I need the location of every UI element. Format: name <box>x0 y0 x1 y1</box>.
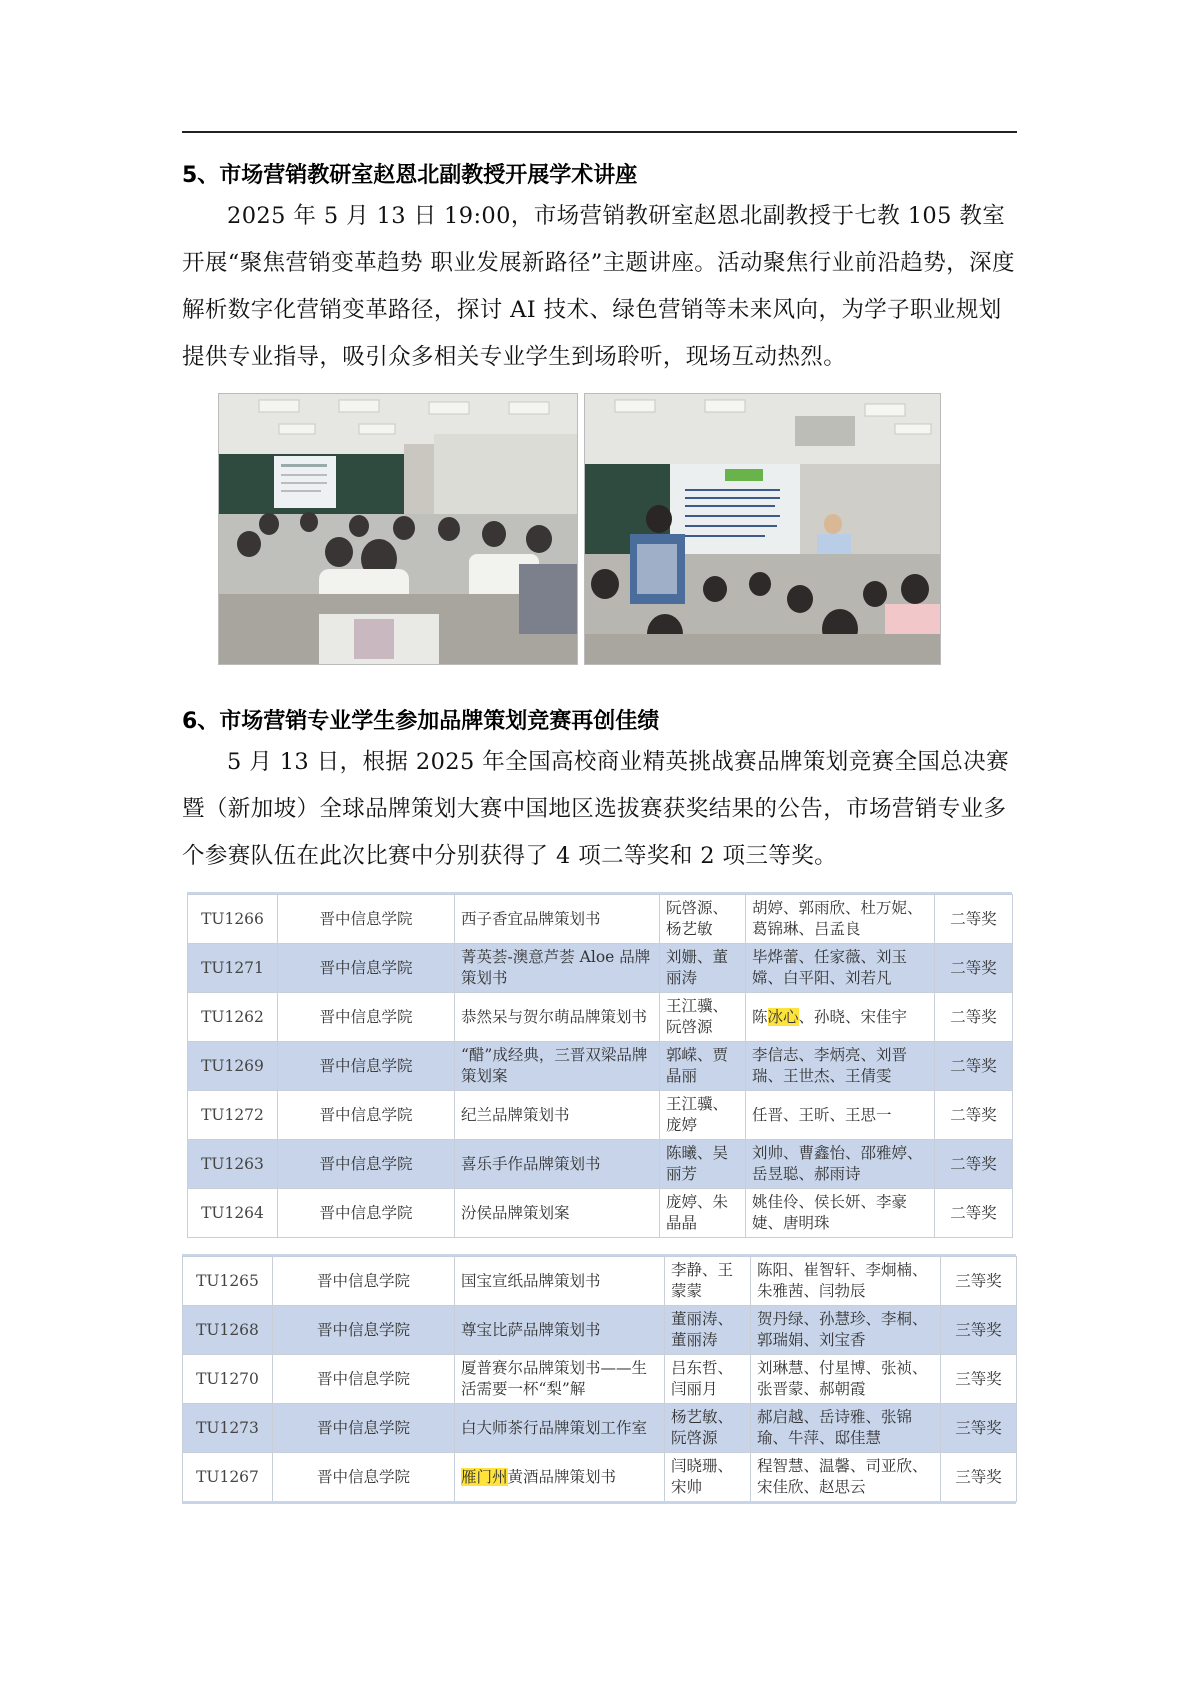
advisors-cell: 陈曦、吴丽芳 <box>660 1140 746 1189</box>
school-cell: 晋中信息学院 <box>278 1189 455 1238</box>
project-cell: 菁英荟-澳意芦荟 Aloe 品牌策划书 <box>455 944 660 993</box>
award-cell: 三等奖 <box>941 1453 1017 1502</box>
team-id-cell: TU1264 <box>188 1189 278 1238</box>
advisors-cell: 李静、王蒙蒙 <box>665 1257 751 1306</box>
section-6-heading: 6、市场营销专业学生参加品牌策划竞赛再创佳绩 <box>182 709 660 734</box>
members-text: 、孙晓、宋佳宇 <box>798 1007 908 1026</box>
award-cell: 二等奖 <box>935 993 1013 1042</box>
advisors-cell: 闫晓珊、宋帅 <box>665 1453 751 1502</box>
section-5-paragraph: 2025 年 5 月 13 日 19:00，市场营销教研室赵恩北副教授于七教 105 教室开展“聚焦营销变革趋势 职业发展新路径”主题讲座。活动聚焦行业前沿趋势，深度解析数字化营销变革路径，探讨 AI 技术、绿色营销等未来风向，为学子职业规划提供专业指导，吸引众多相关专业学生到场聆听，现场互动热烈。 <box>182 203 1015 370</box>
members-cell: 陈阳、崔智轩、李炯楠、朱雅茜、闫勃辰 <box>751 1257 941 1306</box>
school-cell: 晋中信息学院 <box>273 1453 455 1502</box>
award-cell: 三等奖 <box>941 1355 1017 1404</box>
team-id-cell: TU1267 <box>183 1453 273 1502</box>
school-cell: 晋中信息学院 <box>278 1140 455 1189</box>
award-cell: 三等奖 <box>941 1306 1017 1355</box>
school-cell: 晋中信息学院 <box>273 1257 455 1306</box>
school-cell: 晋中信息学院 <box>278 1091 455 1140</box>
project-cell: 厦普赛尔品牌策划书——生活需要一杯“梨”解 <box>455 1355 665 1404</box>
team-id-cell: TU1269 <box>188 1042 278 1091</box>
award-cell: 二等奖 <box>935 1189 1013 1238</box>
members-cell: 郝启越、岳诗雅、张锦瑜、牛萍、邸佳慧 <box>751 1404 941 1453</box>
project-cell: 国宝宣纸品牌策划书 <box>455 1257 665 1306</box>
highlighted-project-name: 雁门州 <box>461 1467 508 1486</box>
project-cell: 纪兰品牌策划书 <box>455 1091 660 1140</box>
members-text: 陈 <box>752 1007 768 1026</box>
members-cell: 李信志、李炳亮、刘晋瑞、王世杰、王倩雯 <box>746 1042 935 1091</box>
members-cell: 刘琳慧、付星博、张祯、张晋蒙、郝朝霞 <box>751 1355 941 1404</box>
team-id-cell: TU1266 <box>188 895 278 944</box>
project-cell: 白大师茶行品牌策划工作室 <box>455 1404 665 1453</box>
table-row <box>183 1404 1017 1453</box>
table-row <box>183 1355 1017 1404</box>
table-row <box>188 1140 1013 1189</box>
table-row <box>183 1306 1017 1355</box>
second-prize-table <box>187 894 1013 1238</box>
team-id-cell: TU1263 <box>188 1140 278 1189</box>
table-row <box>188 1042 1013 1091</box>
header-rule <box>182 131 1017 133</box>
project-cell: 汾侯品牌策划案 <box>455 1189 660 1238</box>
advisors-cell: 郭嵘、贾晶丽 <box>660 1042 746 1091</box>
project-text: 黄酒品牌策划书 <box>507 1467 617 1486</box>
school-cell: 晋中信息学院 <box>273 1306 455 1355</box>
advisors-cell: 吕东哲、闫丽月 <box>665 1355 751 1404</box>
team-id-cell: TU1272 <box>188 1091 278 1140</box>
project-cell: 尊宝比萨品牌策划书 <box>455 1306 665 1355</box>
school-cell: 晋中信息学院 <box>273 1404 455 1453</box>
members-cell: 贺丹绿、孙慧珍、李桐、郭瑞娟、刘宝香 <box>751 1306 941 1355</box>
project-cell: 恭然呆与贺尔萌品牌策划书 <box>455 993 660 1042</box>
award-cell: 二等奖 <box>935 1140 1013 1189</box>
team-id-cell: TU1270 <box>183 1355 273 1404</box>
school-cell: 晋中信息学院 <box>278 1042 455 1091</box>
school-cell: 晋中信息学院 <box>278 944 455 993</box>
members-cell: 胡婷、郭雨欣、杜万妮、葛锦琳、吕孟良 <box>746 895 935 944</box>
third-prize-table <box>182 1256 1017 1502</box>
project-cell: 西子香宜品牌策划书 <box>455 895 660 944</box>
lecture-photo-right <box>584 393 941 665</box>
members-cell: 程智慧、温馨、司亚欣、宋佳欣、赵思云 <box>751 1453 941 1502</box>
members-cell: 毕烨蕾、任家薇、刘玉嫦、白平阳、刘若凡 <box>746 944 935 993</box>
award-cell: 三等奖 <box>941 1404 1017 1453</box>
award-cell: 三等奖 <box>941 1257 1017 1306</box>
award-cell: 二等奖 <box>935 1091 1013 1140</box>
advisors-cell: 阮啓源、杨艺敏 <box>660 895 746 944</box>
lecture-photo-left <box>218 393 578 665</box>
section-6-paragraph: 5 月 13 日，根据 2025 年全国高校商业精英挑战赛品牌策划竞赛全国总决赛暨（新加坡）全球品牌策划大赛中国地区选拔赛获奖结果的公告，市场营销专业多个参赛队伍在此次比赛中分别获得了 4 项二等奖和 2 项三等奖。 <box>182 749 1009 869</box>
section-5-heading: 5、市场营销教研室赵恩北副教授开展学术讲座 <box>182 163 638 188</box>
members-cell: 刘帅、曹鑫怡、邵雅婷、岳昱聪、郝雨诗 <box>746 1140 935 1189</box>
award-cell: 二等奖 <box>935 944 1013 993</box>
team-id-cell: TU1268 <box>183 1306 273 1355</box>
table-row <box>183 1257 1017 1306</box>
award-cell: 二等奖 <box>935 1042 1013 1091</box>
advisors-cell: 王江骥、阮啓源 <box>660 993 746 1042</box>
table-row <box>188 1091 1013 1140</box>
members-cell <box>746 993 935 1042</box>
school-cell: 晋中信息学院 <box>278 895 455 944</box>
table-row <box>188 1189 1013 1238</box>
table-row <box>183 1453 1017 1502</box>
team-id-cell: TU1273 <box>183 1404 273 1453</box>
table-bottom-edge <box>182 1501 1016 1504</box>
team-id-cell: TU1271 <box>188 944 278 993</box>
highlighted-name: 冰心 <box>767 1007 799 1026</box>
project-cell <box>455 1453 665 1502</box>
school-cell: 晋中信息学院 <box>278 993 455 1042</box>
project-cell: “醋”成经典，三晋双梁品牌策划案 <box>455 1042 660 1091</box>
members-cell: 姚佳伶、侯长妍、李豪婕、唐明珠 <box>746 1189 935 1238</box>
table-row <box>188 944 1013 993</box>
advisors-cell: 庞婷、朱晶晶 <box>660 1189 746 1238</box>
advisors-cell: 王江骥、庞婷 <box>660 1091 746 1140</box>
table-row <box>188 993 1013 1042</box>
advisors-cell: 董丽涛、董丽涛 <box>665 1306 751 1355</box>
advisors-cell: 刘姗、董丽涛 <box>660 944 746 993</box>
school-cell: 晋中信息学院 <box>273 1355 455 1404</box>
team-id-cell: TU1265 <box>183 1257 273 1306</box>
award-cell: 二等奖 <box>935 895 1013 944</box>
members-cell: 任晋、王昕、王思一 <box>746 1091 935 1140</box>
advisors-cell: 杨艺敏、阮啓源 <box>665 1404 751 1453</box>
project-cell: 喜乐手作品牌策划书 <box>455 1140 660 1189</box>
table-row <box>188 895 1013 944</box>
team-id-cell: TU1262 <box>188 993 278 1042</box>
